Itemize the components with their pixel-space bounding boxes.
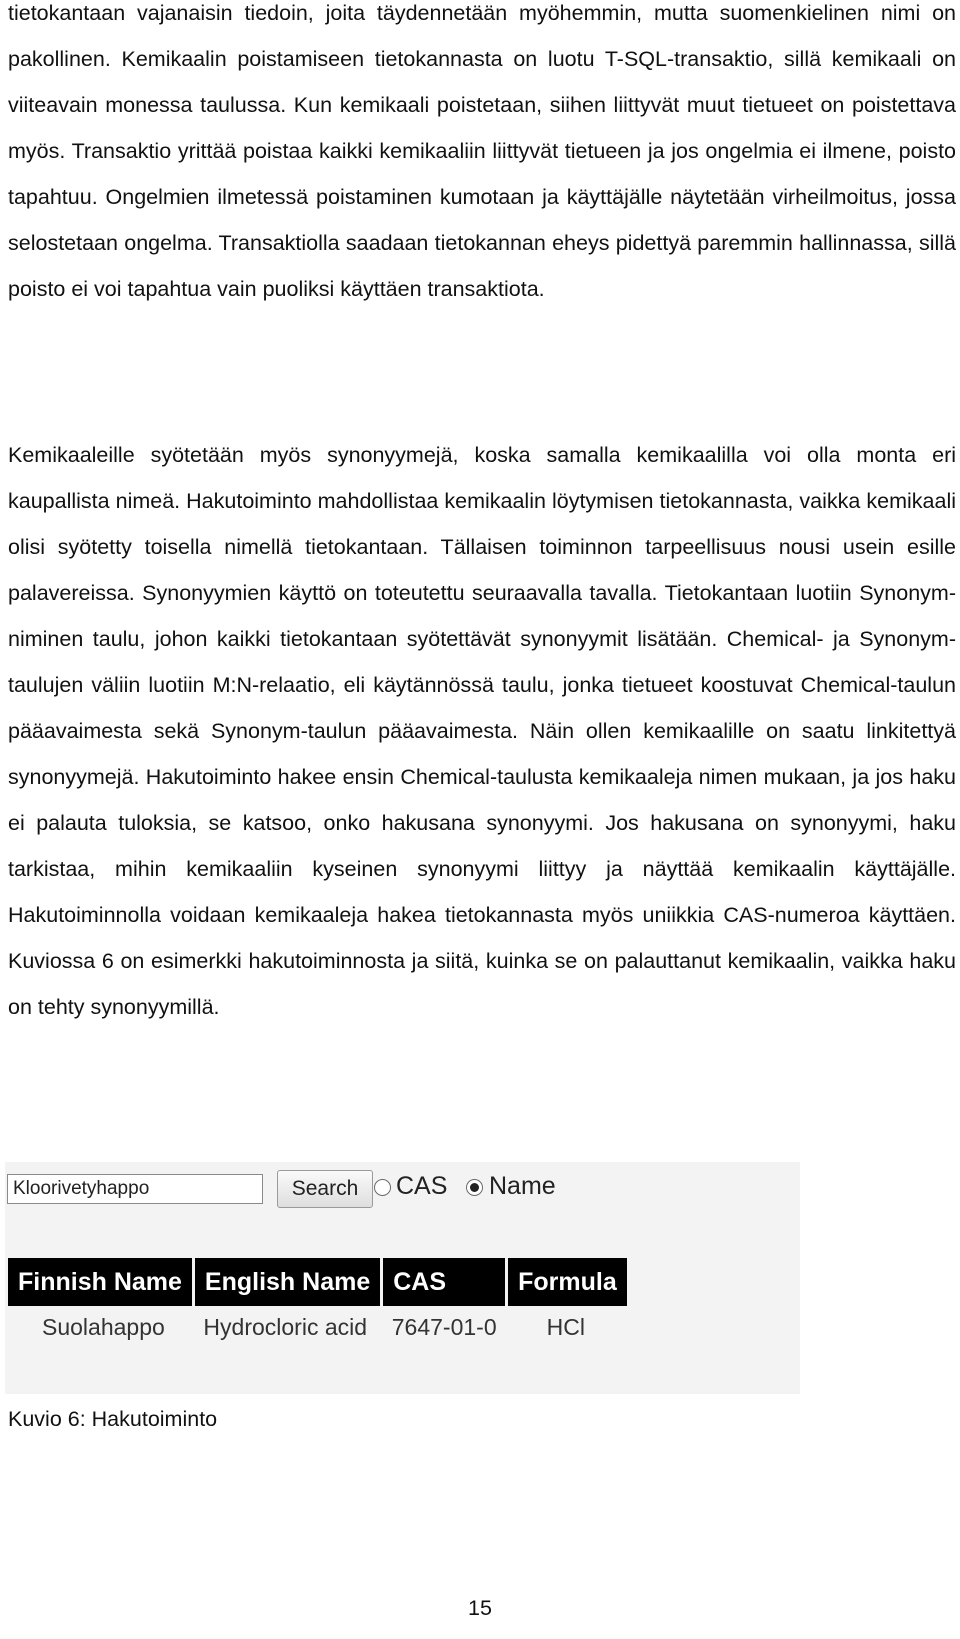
table-row xyxy=(8,1306,628,1348)
page-number: 15 xyxy=(468,1596,492,1620)
table-header-row xyxy=(8,1258,628,1306)
name-radio-label: Name xyxy=(489,1172,556,1200)
search-input[interactable] xyxy=(7,1174,263,1204)
column-header-english-name: English Name xyxy=(193,1258,381,1306)
name-radio[interactable] xyxy=(466,1179,483,1196)
body-paragraph-2: Kemikaaleille syötetään myös synonyymejä, koska samalla kemikaalilla voi olla monta eri kaupallista nimeä. Hakutoiminto mahdollistaa kemikaalin löytymisen tietokannasta, vaikka kemikaali olisi syötetty toisella nimellä tietokantaan. Tällaisen toiminnon tarpeellisuus nousi usein esille palavereissa. Synonyymien käyttö on toteutettu seuraavalla tavalla. Tietokantaan luotiin Synonym-niminen taulu, johon kaikki tietokantaan syötettävät synonyymit lisätään. Chemical- ja Synonym-taulujen väliin luotiin M:N-relaatio, eli käytännössä taulu, jonka tietueet koostuvat Chemical-taulun pääavaimesta sekä Synonym-taulun pääavaimesta. Näin ollen kemikaalille on saatu linkitettyä synonyymejä. Hakutoiminto hakee ensin Chemical-taulusta kemikaaleja nimen mukaan, ja jos haku ei palauta tuloksia, se katsoo, onko hakusana synonyymi. Jos hakusana on synonyymi, haku tarkistaa, mihin kemikaaliin kyseinen synonyymi liittyy ja näyttää kemikaalin käyttäjälle. Hakutoiminnolla voidaan kemikaaleja hakea tietokannasta myös uniikkia CAS-numeroa käyttäen. Kuviossa 6 on esimerkki hakutoiminnosta ja siitä, kuinka se on palauttanut kemikaalin, vaikka haku on tehty synonyymillä. xyxy=(8,443,956,1019)
column-header-formula: Formula xyxy=(507,1258,629,1306)
cell-finnish-name: Suolahappo xyxy=(42,1313,165,1340)
search-figure-screenshot xyxy=(5,1162,800,1394)
column-header-cas: CAS xyxy=(382,1258,507,1306)
cell-formula: HCl xyxy=(546,1313,585,1340)
figure-caption: Kuvio 6: Hakutoiminto xyxy=(8,1407,218,1431)
column-header-finnish-name: Finnish Name xyxy=(8,1258,193,1306)
cas-radio-label: CAS xyxy=(396,1172,448,1200)
body-paragraph-1: tietokantaan vajanaisin tiedoin, joita täydennetään myöhemmin, mutta suomenkielinen nimi on pakollinen. Kemikaalin poistamiseen tietokannasta on luotu T-SQL-transaktio, sillä kemikaali on viiteavain monessa taulussa. Kun kemikaali poistetaan, siihen liittyvät muut tietueet on poistettava myös. Transaktio yrittää poistaa kaikki kemikaaliin liittyvät tietueen ja jos ongelmia ei ilmene, poisto tapahtuu. Ongelmien ilmetessä poistaminen kumotaan ja käyttäjälle näytetään virheilmoitus, jossa selostetaan ongelma. Transaktiolla saadaan tietokannan eheys pidettyä paremmin hallinnassa, sillä poisto ei voi tapahtua vain puoliksi käyttäen transaktiota. xyxy=(8,1,956,301)
cell-english-name: Hydrocloric acid xyxy=(203,1313,368,1340)
cell-cas: 7647-01-0 xyxy=(391,1313,497,1340)
cas-radio[interactable] xyxy=(374,1179,391,1196)
search-button[interactable]: Search xyxy=(277,1170,373,1208)
results-table xyxy=(8,1258,630,1348)
